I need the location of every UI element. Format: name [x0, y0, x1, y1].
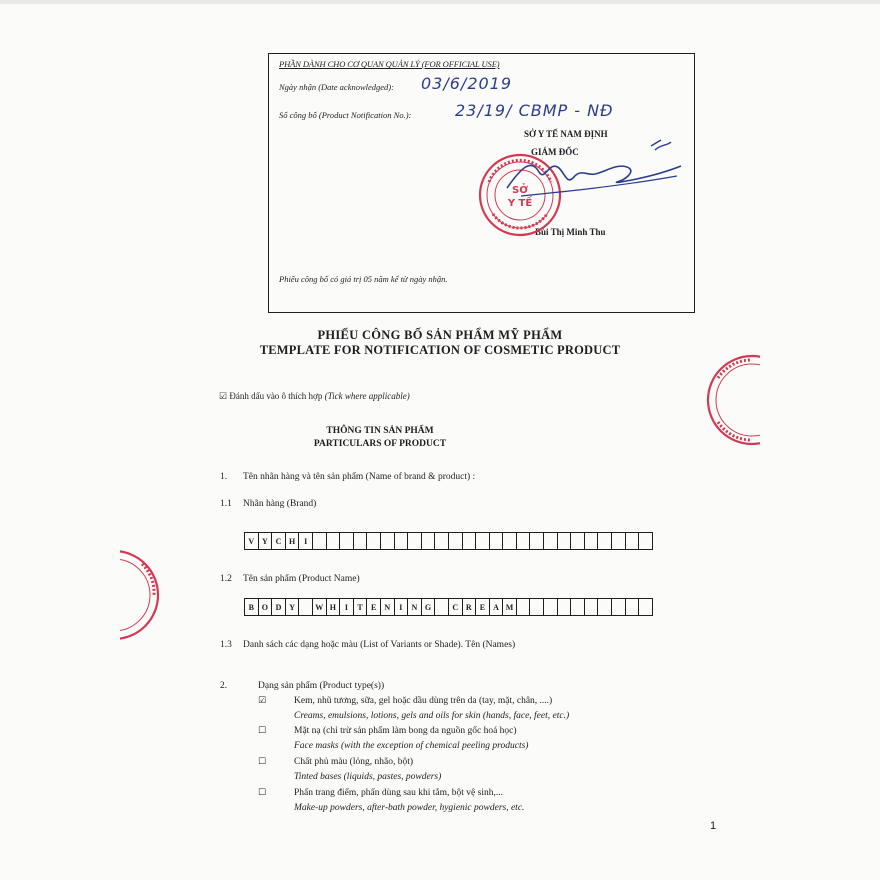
- product-name-cell: N: [381, 598, 395, 616]
- item-1-label: Tên nhãn hàng và tên sản phẩm (Name of brand & product) :: [243, 472, 476, 482]
- checkbox-face-masks[interactable]: ☐: [258, 726, 267, 736]
- brand-cell: [327, 532, 341, 550]
- brand-cell: [340, 532, 354, 550]
- edge-seal-right: [700, 348, 760, 458]
- checkbox-make-up-powders[interactable]: ☐: [258, 788, 267, 798]
- checked-box-icon: ☑: [219, 391, 228, 401]
- svg-text:Y TẾ: Y TẾ: [507, 198, 533, 209]
- item-2-number: 2.: [220, 681, 228, 691]
- authority-name: SỞ Y TẾ NAM ĐỊNH: [524, 129, 608, 139]
- item-1-2-label: Tên sản phẩm (Product Name): [243, 574, 360, 584]
- product-name-cell: C: [449, 598, 463, 616]
- brand-cell: [367, 532, 381, 550]
- product-name-cell: [530, 598, 544, 616]
- official-use-box: [268, 53, 695, 313]
- edge-seal-left: [120, 540, 160, 650]
- item-2-label: Dạng sản phẩm (Product type(s)): [258, 681, 385, 691]
- validity-note: Phiếu công bố có giá trị 05 năm kể từ ngày nhận.: [279, 274, 448, 284]
- brand-cell: [449, 532, 463, 550]
- checkbox-creams[interactable]: ☑: [258, 696, 267, 706]
- product-name-cell: R: [463, 598, 477, 616]
- notification-no-value: 23/19/ CBMP - NĐ: [455, 101, 614, 120]
- product-name-cell: [626, 598, 640, 616]
- brand-cell: I: [299, 532, 313, 550]
- brand-cell: [381, 532, 395, 550]
- product-name-cell: [299, 598, 313, 616]
- type-face-masks-en: Face masks (with the exception of chemical peeling products): [294, 741, 529, 751]
- type-creams-en: Creams, emulsions, lotions, gels and oils for skin (hands, face, feet, etc.): [294, 711, 570, 721]
- item-1-2-number: 1.2: [220, 574, 232, 584]
- item-1-3-label: Danh sách các dạng hoặc màu (List of Variants or Shade). Tên (Names): [243, 640, 516, 650]
- date-acknowledged-value: 03/6/2019: [421, 74, 513, 93]
- brand-cell: [422, 532, 436, 550]
- product-name-cell: O: [259, 598, 273, 616]
- brand-cell: [612, 532, 626, 550]
- brand-cells: [244, 532, 653, 550]
- page-top-edge: [0, 0, 880, 4]
- brand-cell: [585, 532, 599, 550]
- brand-cell: [530, 532, 544, 550]
- brand-cell: [408, 532, 422, 550]
- tick-instruction: [219, 391, 410, 402]
- product-name-cell: [585, 598, 599, 616]
- product-name-cell: [571, 598, 585, 616]
- product-name-cell: E: [476, 598, 490, 616]
- product-name-cell: T: [354, 598, 368, 616]
- product-name-cell: B: [245, 598, 259, 616]
- product-name-cell: [435, 598, 449, 616]
- brand-cell: [598, 532, 612, 550]
- brand-cell: [313, 532, 327, 550]
- product-name-cell: A: [490, 598, 504, 616]
- tick-instruction-en: (Tick where applicable): [324, 391, 410, 401]
- item-1-1-number: 1.1: [220, 499, 232, 509]
- brand-cell: [639, 532, 653, 550]
- brand-cell: [354, 532, 368, 550]
- product-name-cell: G: [422, 598, 436, 616]
- signer-name: Bùi Thị Minh Thu: [535, 227, 606, 237]
- brand-cell: [517, 532, 531, 550]
- brand-cell: C: [272, 532, 286, 550]
- type-tinted-bases-en: Tinted bases (liquids, pastes, powders): [294, 772, 442, 782]
- title-english: TEMPLATE FOR NOTIFICATION OF COSMETIC PRODUCT: [259, 343, 621, 357]
- brand-cell: V: [245, 532, 259, 550]
- type-make-up-powders-vi: Phấn trang điểm, phấn dùng sau khi tắm, bột vệ sinh,...: [294, 788, 503, 798]
- brand-cell: [571, 532, 585, 550]
- notification-no-label: Số công bố (Product Notification No.):: [279, 110, 412, 120]
- product-name-cell: N: [408, 598, 422, 616]
- product-name-cell: E: [367, 598, 381, 616]
- product-name-cell: [517, 598, 531, 616]
- date-acknowledged-label: Ngày nhận (Date acknowledged):: [279, 82, 394, 92]
- product-name-cell: H: [327, 598, 341, 616]
- page-number: 1: [710, 820, 717, 832]
- item-1-3-number: 1.3: [220, 640, 232, 650]
- product-name-cell: [558, 598, 572, 616]
- brand-cell: Y: [259, 532, 273, 550]
- product-name-cell: [612, 598, 626, 616]
- item-1-1-label: Nhãn hàng (Brand): [243, 499, 317, 509]
- brand-cell: [395, 532, 409, 550]
- product-name-cell: [598, 598, 612, 616]
- product-name-cell: Y: [286, 598, 300, 616]
- brand-cell: [626, 532, 640, 550]
- tick-instruction-vi: Đánh dấu vào ô thích hợp: [229, 391, 323, 401]
- checkbox-tinted-bases[interactable]: ☐: [258, 757, 267, 767]
- brand-cell: [558, 532, 572, 550]
- official-use-header: PHẦN DÀNH CHO CƠ QUAN QUẢN LÝ (FOR OFFICIAL USE): [279, 59, 500, 69]
- director-signature: [501, 138, 691, 208]
- product-name-cell: I: [395, 598, 409, 616]
- product-name-cell: W: [313, 598, 327, 616]
- director-title: GIÁM ĐỐC: [531, 147, 579, 157]
- type-tinted-bases-vi: Chất phủ màu (lỏng, nhão, bột): [294, 757, 413, 767]
- brand-cell: H: [286, 532, 300, 550]
- brand-cell: [476, 532, 490, 550]
- section-title-en: PARTICULARS OF PRODUCT: [313, 439, 447, 449]
- brand-cell: [435, 532, 449, 550]
- brand-cell: [463, 532, 477, 550]
- title-vietnamese: PHIẾU CÔNG BỐ SẢN PHẨM MỸ PHẨM: [317, 328, 563, 342]
- svg-text:SỞ: SỞ: [512, 185, 528, 196]
- type-face-masks-vi: Mặt nạ (chỉ trừ sản phẩm làm bong da nguồn gốc hoá học): [294, 726, 517, 736]
- type-make-up-powders-en: Make-up powders, after-bath powder, hygienic powders, etc.: [294, 803, 525, 813]
- type-creams-vi: Kem, nhũ tương, sữa, gel hoặc dầu dùng trên da (tay, mặt, chân, ....): [294, 696, 553, 706]
- brand-cell: [490, 532, 504, 550]
- section-title-vi: THÔNG TIN SẢN PHẨM: [326, 426, 434, 436]
- product-name-cell: [544, 598, 558, 616]
- brand-cell: [503, 532, 517, 550]
- brand-cell: [544, 532, 558, 550]
- product-name-cell: D: [272, 598, 286, 616]
- product-name-cell: [639, 598, 653, 616]
- item-1-number: 1.: [220, 472, 228, 482]
- product-name-cell: M: [503, 598, 517, 616]
- product-name-cells: [244, 598, 653, 616]
- product-name-cell: I: [340, 598, 354, 616]
